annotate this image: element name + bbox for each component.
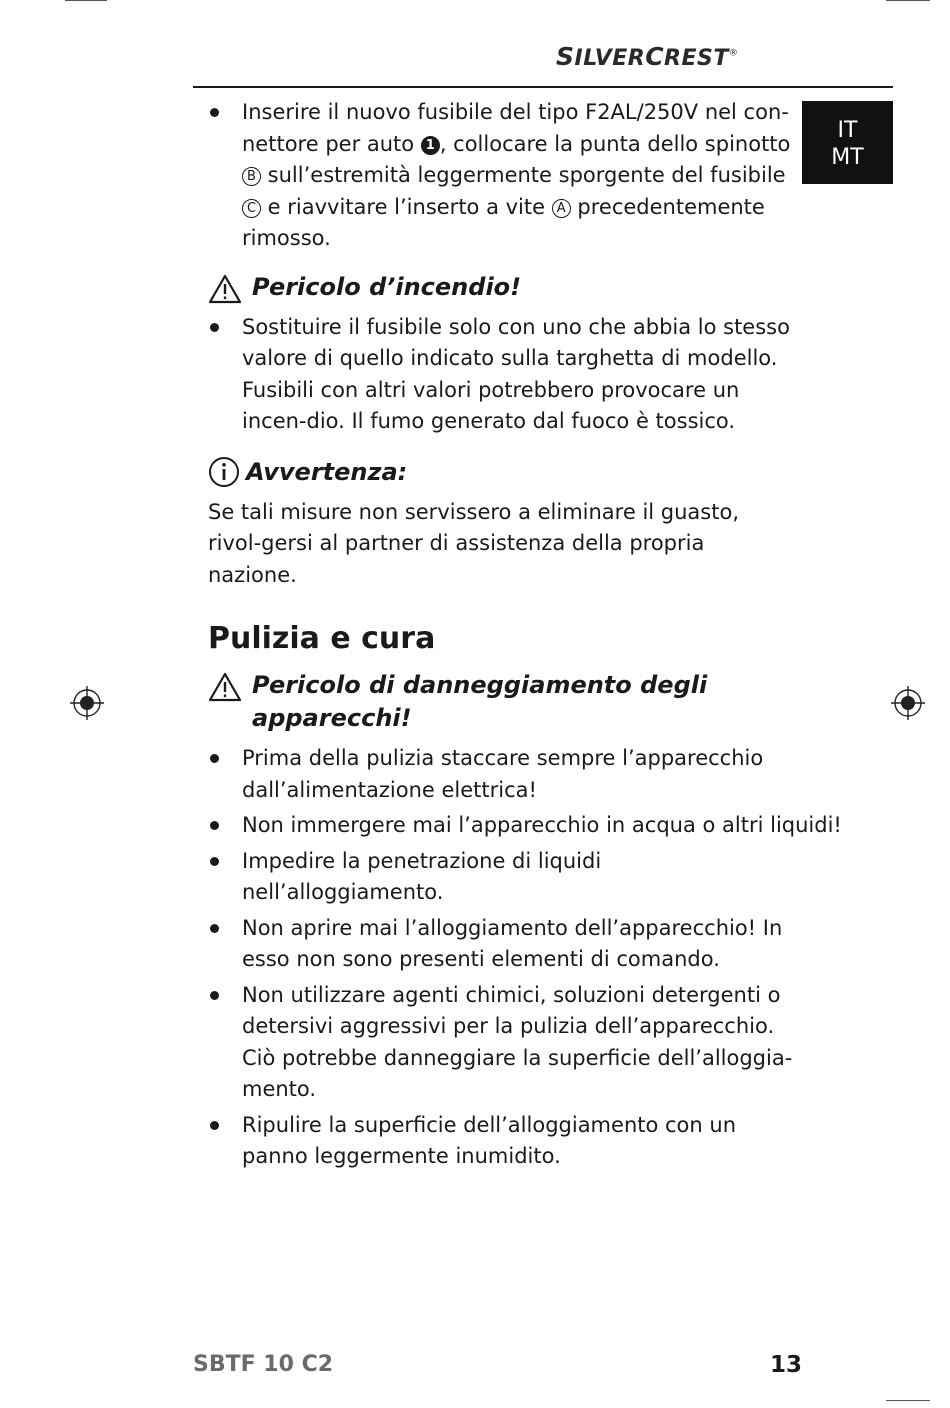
language-tab (802, 101, 893, 184)
crop-mark (886, 0, 930, 1)
warning-triangle-icon (208, 274, 242, 304)
list-item: Impedire la penetrazione di liquidi nell’alloggiamento. (208, 846, 793, 909)
note-heading: Avvertenza: (208, 456, 793, 489)
lang-mt: MT (831, 145, 864, 170)
page-content (208, 95, 842, 1173)
page-number: 13 (770, 1352, 803, 1378)
header-rule (193, 86, 893, 88)
ref-1-icon: 1 (421, 136, 440, 155)
list-item: Prima della pulizia staccare sempre l’apparecchio dall’alimentazione elettrica! (208, 743, 793, 806)
list-item: Non utilizzare agenti chimici, soluzioni detergenti o detersivi aggressivi per la pulizia dell’apparecchio. Ciò potrebbe danneggiare la superficie dell’alloggia-mento. (208, 980, 793, 1106)
section-title: Pulizia e cura (208, 621, 436, 656)
crop-mark (65, 0, 107, 1)
list-item: Ripulire la superficie dell’alloggiamento con un panno leggermente inumidito. (208, 1110, 793, 1173)
list-item: Non aprire mai l’alloggiamento dell’apparecchio! In esso non sono presenti elementi di comando. (208, 913, 793, 976)
list-item: Non immergere mai l’apparecchio in acqua o altri liquidi! (208, 810, 793, 842)
damage-warning-heading: Pericolo di danneggiamento degli apparecchi! (208, 669, 793, 735)
fire-warning-bullet: Sostituire il fusibile solo con uno che abbia lo stesso valore di quello indicato sulla targhetta di modello. Fusibili con altri valori potrebbero provocare un incen-dio. Il fumo generato dal fuoco è tossico. (208, 312, 793, 438)
info-circle-icon (208, 456, 240, 488)
registration-mark-icon (891, 686, 925, 720)
note-text: Se tali misure non servissero a eliminare il guasto, rivol-gersi al partner di assistenza della propria nazione. (208, 499, 739, 587)
warning-triangle-icon (208, 672, 242, 702)
ref-c-icon: C (242, 199, 261, 218)
registration-mark-icon (70, 686, 104, 720)
footer-model-number: SBTF 10 C2 (193, 1352, 334, 1377)
crop-mark (886, 1400, 930, 1401)
fire-warning-heading: Pericolo d’incendio! (208, 271, 793, 304)
silvercrest-logo: SILVERCREST® (556, 42, 739, 71)
lang-it: IT (837, 118, 858, 143)
cleaning-bullet-list (208, 743, 842, 1173)
fuse-step-bullet: Inserire il nuovo fusibile del tipo F2AL/250V nel con-nettore per auto 1 , collocare la punta dello spinotto B sull’estremità leggermente sporgente del fusibile C e riavvitare l’inserto a vite A precedentemente rimosso. (208, 97, 793, 255)
ref-b-icon: B (242, 167, 261, 186)
ref-a-icon: A (552, 199, 571, 218)
